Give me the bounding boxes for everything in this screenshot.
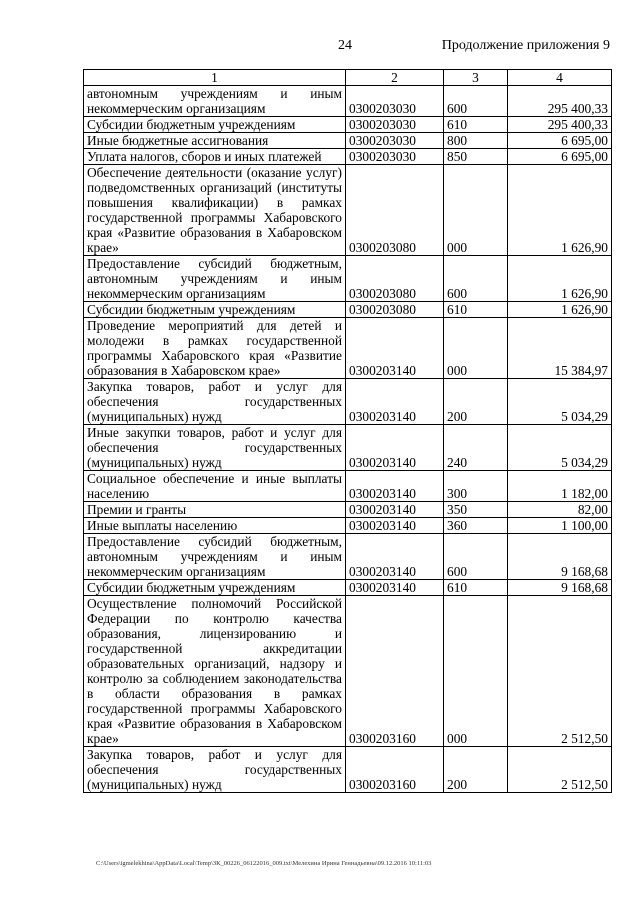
table-row [84,133,612,149]
row-target-code: 0300203140 [346,379,444,425]
row-amount: 1 626,90 [508,302,612,318]
page-number: 24 [338,38,352,53]
table-row [84,596,612,747]
row-target-code: 0300203140 [346,471,444,502]
row-target-code: 0300203080 [346,302,444,318]
row-expense-type: 240 [444,425,508,471]
row-description: Иные выплаты населению [84,518,346,534]
row-expense-type: 360 [444,518,508,534]
row-description: Социальное обеспечение и иные выплаты населению [84,471,346,502]
row-target-code: 0300203160 [346,747,444,793]
row-expense-type: 600 [444,534,508,580]
table-row [84,534,612,580]
row-amount: 5 034,29 [508,379,612,425]
row-target-code: 0300203140 [346,502,444,518]
row-amount: 1 100,00 [508,518,612,534]
row-description: Осуществление полномочий Российской Федерации по контролю качества образования, лицензированию и государственной аккредитации образовательных организаций, надзору и контролю за соблюдением законодательства в области образования в рамках государственной программы Хабаровского края «Развитие образования в Хабаровском крае» [84,596,346,747]
row-target-code: 0300203030 [346,133,444,149]
row-expense-type: 000 [444,318,508,379]
row-description: Закупка товаров, работ и услуг для обеспечения государственных (муниципальных) нужд [84,379,346,425]
table-row [84,86,612,117]
budget-table [83,69,612,793]
row-target-code: 0300203080 [346,256,444,302]
row-target-code: 0300203030 [346,149,444,165]
row-description: Премии и гранты [84,502,346,518]
row-description: Субсидии бюджетным учреждениям [84,117,346,133]
row-amount: 295 400,33 [508,86,612,117]
row-amount: 1 626,90 [508,256,612,302]
row-expense-type: 300 [444,471,508,502]
table-row [84,117,612,133]
row-expense-type: 610 [444,302,508,318]
row-expense-type: 000 [444,596,508,747]
row-expense-type: 850 [444,149,508,165]
row-target-code: 0300203140 [346,580,444,596]
table-row [84,149,612,165]
row-target-code: 0300203140 [346,534,444,580]
row-amount: 82,00 [508,502,612,518]
row-description: автономным учреждениям и иным некоммерческим организациям [84,86,346,117]
row-expense-type: 200 [444,747,508,793]
row-target-code: 0300203140 [346,425,444,471]
row-expense-type: 600 [444,256,508,302]
table-row [84,471,612,502]
continuation-label: Продолжение приложения 9 [441,38,610,53]
table-row [84,747,612,793]
table-row [84,580,612,596]
table-row [84,518,612,534]
row-amount: 295 400,33 [508,117,612,133]
row-amount: 1 182,00 [508,471,612,502]
row-amount: 6 695,00 [508,149,612,165]
row-amount: 9 168,68 [508,580,612,596]
file-path-footer: C:\Users\igmelekhina\AppData\Local\Temp\ЗК_00226_06122016_009.txt\Мелехина Ирина Геннадьевна\09.12.2016 10:11:03 [96,860,432,867]
row-amount: 5 034,29 [508,425,612,471]
table-row [84,165,612,256]
column-header: 3 [444,70,508,86]
table-row [84,425,612,471]
row-amount: 9 168,68 [508,534,612,580]
table-body [84,86,612,793]
row-description: Обеспечение деятельности (оказание услуг) подведомственных организаций (институты повышения квалификации) в рамках государственной программы Хабаровского края «Развитие образования в Хабаровском крае» [84,165,346,256]
table-header-row [84,70,612,86]
row-expense-type: 610 [444,117,508,133]
row-description: Субсидии бюджетным учреждениям [84,302,346,318]
row-expense-type: 600 [444,86,508,117]
table-row [84,502,612,518]
row-target-code: 0300203030 [346,86,444,117]
row-description: Уплата налогов, сборов и иных платежей [84,149,346,165]
row-amount: 2 512,50 [508,596,612,747]
table-row [84,379,612,425]
row-description: Иные закупки товаров, работ и услуг для обеспечения государственных (муниципальных) нужд [84,425,346,471]
table-row [84,318,612,379]
row-target-code: 0300203160 [346,596,444,747]
row-expense-type: 350 [444,502,508,518]
row-amount: 2 512,50 [508,747,612,793]
row-target-code: 0300203080 [346,165,444,256]
row-target-code: 0300203140 [346,318,444,379]
row-description: Проведение мероприятий для детей и молодежи в рамках государственной программы Хабаровского края «Развитие образования в Хабаровском крае» [84,318,346,379]
row-expense-type: 000 [444,165,508,256]
row-amount: 6 695,00 [508,133,612,149]
column-header: 1 [84,70,346,86]
row-description: Иные бюджетные ассигнования [84,133,346,149]
row-expense-type: 800 [444,133,508,149]
row-description: Закупка товаров, работ и услуг для обеспечения государственных (муниципальных) нужд [84,747,346,793]
row-description: Предоставление субсидий бюджетным, автономным учреждениям и иным некоммерческим организациям [84,256,346,302]
table-row [84,256,612,302]
row-amount: 15 384,97 [508,318,612,379]
column-header: 2 [346,70,444,86]
row-target-code: 0300203140 [346,518,444,534]
row-expense-type: 610 [444,580,508,596]
row-expense-type: 200 [444,379,508,425]
row-description: Предоставление субсидий бюджетным, автономным учреждениям и иным некоммерческим организациям [84,534,346,580]
row-target-code: 0300203030 [346,117,444,133]
table-row [84,302,612,318]
row-description: Субсидии бюджетным учреждениям [84,580,346,596]
row-amount: 1 626,90 [508,165,612,256]
column-header: 4 [508,70,612,86]
